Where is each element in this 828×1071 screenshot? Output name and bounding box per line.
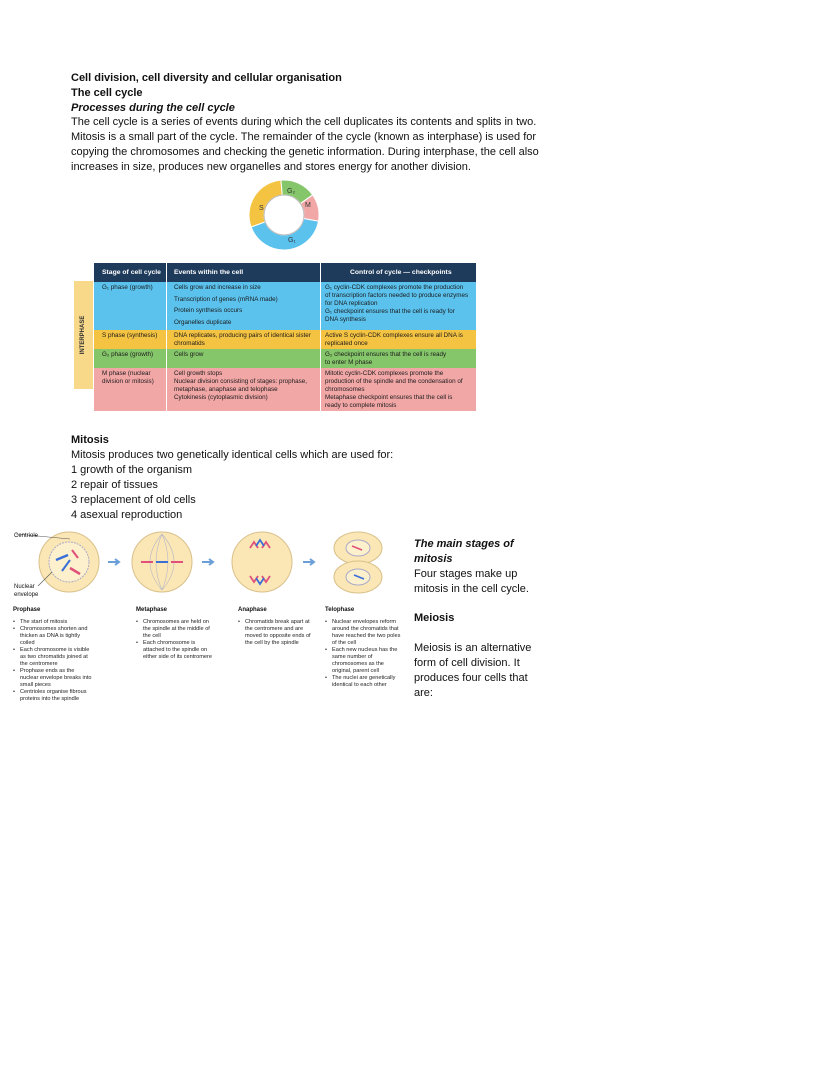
event-line: Cytokinesis (cytoplasmic division) bbox=[174, 394, 268, 401]
label-s: S bbox=[259, 205, 264, 212]
event-line: chromatids bbox=[174, 340, 205, 347]
metaphase-cell bbox=[132, 532, 192, 592]
control-line: DNA synthesis bbox=[325, 316, 366, 323]
control-line: ready to complete mitosis bbox=[325, 402, 397, 409]
control-line: G₁ checkpoint ensures that the cell is ready for bbox=[325, 308, 455, 315]
mitosis-intro: Mitosis produces two genetically identical cells which are used for: bbox=[71, 449, 394, 461]
interphase-label-bar bbox=[74, 281, 93, 389]
event-line: Transcription of genes (mRNA made) bbox=[174, 295, 278, 303]
control-line: production of the spindle and the condensation of bbox=[325, 378, 463, 385]
meiosis-title: Meiosis bbox=[414, 612, 455, 624]
control-line: replicated once bbox=[325, 340, 368, 347]
main-stages-title: The main stages of mitosis bbox=[414, 538, 514, 565]
mitosis-stages-figure bbox=[12, 530, 404, 606]
subheading: The cell cycle bbox=[71, 87, 143, 99]
document-heading: Cell division, cell diversity and cellular organisation bbox=[71, 72, 342, 84]
control-line: to enter M phase bbox=[325, 359, 373, 366]
mitosis-use: 2 repair of tissues bbox=[71, 479, 158, 491]
table-header bbox=[94, 263, 476, 282]
stage-point: • Chromatids break apart at the centromere and are moved to opposite ends of the cell by the spindle bbox=[238, 619, 318, 647]
event-line: Organelles duplicate bbox=[174, 318, 232, 326]
stage-points bbox=[13, 619, 93, 703]
row-events bbox=[174, 284, 316, 330]
control-line: Metaphase checkpoint ensures that the cell is bbox=[325, 394, 453, 401]
label-g2: G₂ bbox=[287, 188, 296, 195]
mitosis-use: 1 growth of the organism bbox=[71, 464, 193, 476]
stage-point: • The nuclei are genetically identical to each other bbox=[325, 675, 405, 689]
stage-name: Metaphase bbox=[136, 607, 168, 613]
header-stage: Stage of cell cycle bbox=[102, 269, 161, 276]
stage-name: Telophase bbox=[325, 607, 355, 613]
stage-points bbox=[325, 619, 405, 689]
control-line: Mitotic cyclin-CDK complexes promote the bbox=[325, 370, 444, 377]
row-control bbox=[325, 351, 473, 367]
row-events bbox=[174, 370, 316, 402]
stage-point: • Chromosomes are held on the spindle at the middle of the cell bbox=[136, 619, 216, 640]
section-title: Processes during the cell cycle bbox=[71, 102, 235, 114]
event-line: metaphase, anaphase and telophase bbox=[174, 386, 278, 393]
event-line: Cells grow bbox=[174, 351, 204, 358]
row-control bbox=[325, 370, 473, 410]
stage-point: • Each new nucleus has the same number of chromosomes as the original, parent cell bbox=[325, 647, 405, 675]
event-line: Nuclear division consisting of stages: prophase, bbox=[174, 378, 308, 385]
label-m: M bbox=[305, 202, 311, 209]
label-g1: G₁ bbox=[288, 237, 296, 244]
control-line: chromosomes bbox=[325, 386, 365, 393]
stage-points bbox=[238, 619, 318, 647]
control-line: for DNA replication bbox=[325, 300, 378, 307]
prophase-cell bbox=[39, 532, 99, 592]
mitosis-use: 4 asexual reproduction bbox=[71, 509, 183, 521]
row-stage: S phase (synthesis) bbox=[102, 332, 158, 339]
header-events: Events within the cell bbox=[174, 269, 244, 276]
header-control: Control of cycle — checkpoints bbox=[350, 269, 452, 276]
table-row bbox=[94, 368, 476, 411]
interphase-label: INTERPHASE bbox=[80, 315, 86, 355]
stage-point: • Each chromosome is attached to the spindle on either side of its centromere bbox=[136, 640, 216, 661]
intro-paragraph: The cell cycle is a series of events during which the cell duplicates its contents and splits in two. Mitosis is a small part of the cycle. The remainder of the cycle (known as interphase) is used for copying the chromosomes and checking the genetic information. During interphase, the cell also increases in size, produces new organelles and stores energy for another division. bbox=[71, 116, 539, 173]
event-line: Protein synthesis occurs bbox=[174, 307, 243, 314]
label-envelope: envelope bbox=[14, 592, 39, 598]
control-line: Active S cyclin-CDK complexes ensure all DNA is bbox=[325, 332, 463, 339]
row-stage: G₁ phase (growth) bbox=[102, 284, 153, 291]
stage-point: • Each chromosome is visible as two chromatids joined at the centromere bbox=[13, 647, 93, 668]
stage-point: • Prophase ends as the nuclear envelope breaks into small pieces bbox=[13, 668, 93, 689]
stage-name: Prophase bbox=[13, 607, 41, 613]
row-events bbox=[174, 351, 316, 359]
column-divider bbox=[320, 263, 321, 411]
column-divider bbox=[166, 263, 167, 411]
table-row bbox=[94, 330, 476, 349]
event-line: Cells grow and increase in size bbox=[174, 284, 261, 291]
stage-point: • Centrioles organise fibrous proteins into the spindle bbox=[13, 689, 93, 703]
table-row bbox=[94, 349, 476, 368]
meiosis-text: Meiosis is an alternative form of cell division. It produces four cells that are: bbox=[414, 642, 532, 699]
event-line: Cell growth stops bbox=[174, 370, 223, 377]
row-events bbox=[174, 332, 316, 348]
anaphase-cell bbox=[232, 532, 292, 592]
row-stage: G₂ phase (growth) bbox=[102, 351, 154, 358]
control-line: G₁ cyclin-CDK complexes promote the production bbox=[325, 284, 464, 291]
cell-cycle-diagram bbox=[246, 178, 322, 252]
mitosis-use: 3 replacement of old cells bbox=[71, 494, 196, 506]
label-centriole: Centriole bbox=[14, 533, 39, 539]
row-stage: M phase (nuclear division or mitosis) bbox=[102, 370, 154, 385]
stage-point: • Chromosomes shorten and thicken as DNA is tightly coiled bbox=[13, 626, 93, 647]
label-nuclear: Nuclear bbox=[14, 584, 35, 590]
stage-points bbox=[136, 619, 216, 661]
telophase-cell bbox=[334, 532, 382, 593]
event-line: DNA replicates, producing pairs of identical sister bbox=[174, 332, 311, 339]
control-line: G₂ checkpoint ensures that the cell is ready bbox=[325, 351, 447, 358]
stage-point: • Nuclear envelopes reform around the chromatids that have reached the two poles of the cell bbox=[325, 619, 405, 647]
row-control bbox=[325, 284, 473, 324]
stage-point: • The start of mitosis bbox=[13, 619, 93, 626]
main-stages-text: Four stages make up mitosis in the cell cycle. bbox=[414, 568, 529, 595]
stage-name: Anaphase bbox=[238, 607, 267, 613]
mitosis-title: Mitosis bbox=[71, 434, 109, 446]
table-row bbox=[94, 282, 476, 330]
cell-cycle-table bbox=[94, 263, 476, 411]
row-control bbox=[325, 332, 473, 348]
control-line: of transcription factors needed to produce enzymes bbox=[325, 292, 469, 299]
